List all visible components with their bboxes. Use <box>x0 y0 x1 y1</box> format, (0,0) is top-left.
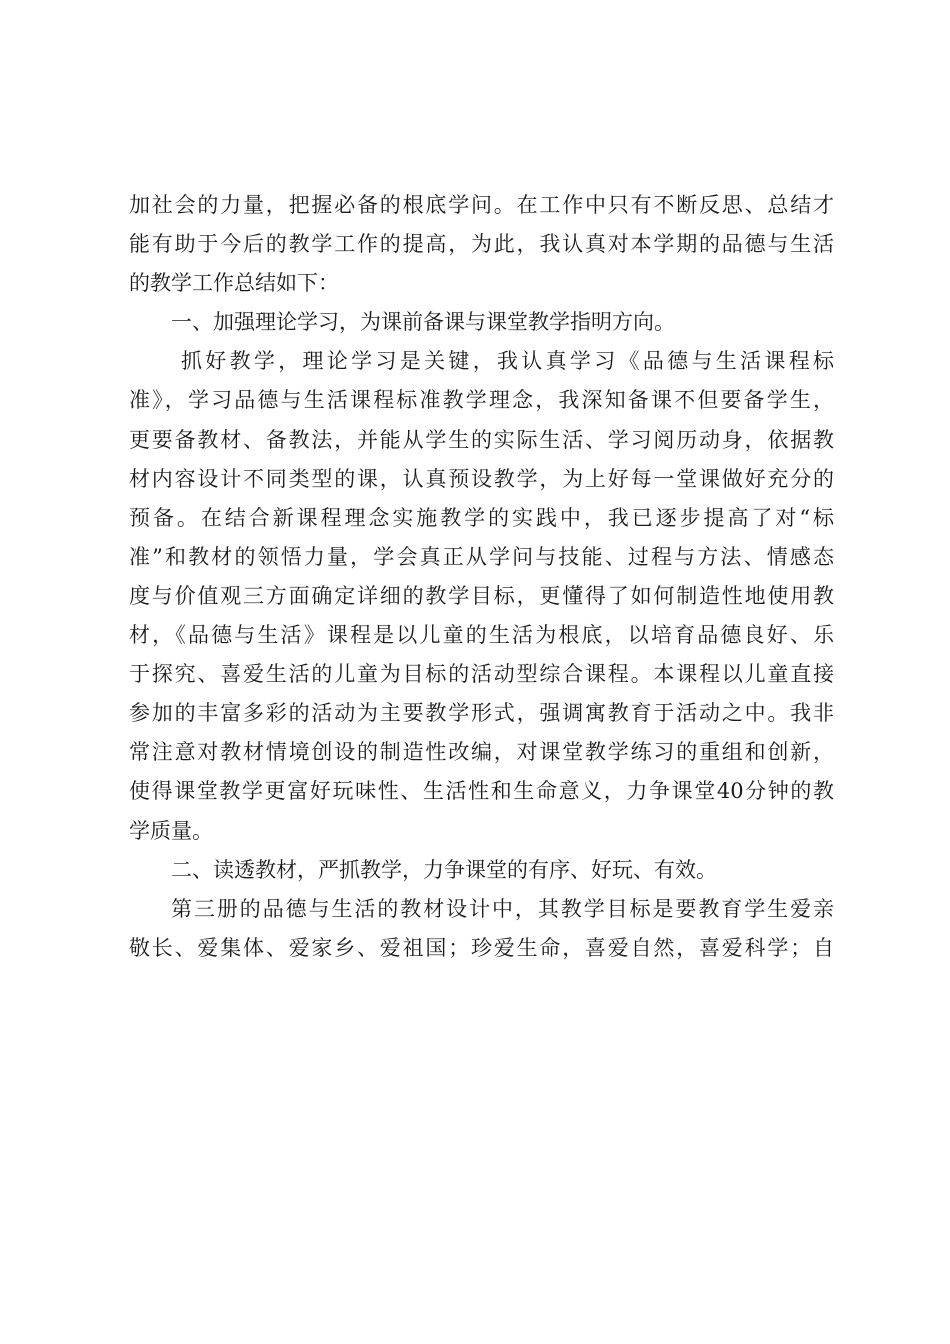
text-line: 能有助于今后的教学工作的提高，为此，我认真对本学期的品德与生活 <box>129 232 834 257</box>
text-line: 参加的丰富多彩的活动为主要教学形式，强调寓教育于活动之中。我非 <box>129 701 834 726</box>
text-line: 度与价值观三方面确定详细的教学目标，更懂得了如何制造性地使用教 <box>129 583 834 608</box>
text-line: 的教学工作总结如下： <box>129 271 339 296</box>
text-line: 预备。在结合新课程理念实施教学的实践中，我已逐步提高了对“标 <box>129 505 834 530</box>
text-line: 加社会的力量，把握必备的根底学问。在工作中只有不断反思、总结才 <box>129 193 834 217</box>
text-line: 材内容设计不同类型的课，认真预设教学，为上好每一堂课做好充分的 <box>129 466 834 491</box>
text-line: 准》，学习品德与生活课程标准教学理念，我深知备课不但要备学生， <box>129 388 834 413</box>
text-line: 第三册的品德与生活的教材设计中，其教学目标是要教育学生爱亲 <box>171 896 834 921</box>
text-line: 常注意对教材情境创设的制造性改编，对课堂教学练习的重组和创新， <box>129 740 834 765</box>
text-line: 更要备教材、备教法，并能从学生的实际生活、学习阅历动身，依据教 <box>129 427 834 452</box>
section-heading-2: 二、读透教材，严抓教学，力争课堂的有序、好玩、有效。 <box>171 857 717 882</box>
text-line: 学质量。 <box>129 818 213 843</box>
text-line: 于探究、喜爱生活的儿童为目标的活动型综合课程。本课程以儿童直接 <box>129 662 834 687</box>
text-line: 敬长、爱集体、爱家乡、爱祖国；珍爱生命，喜爱自然，喜爱科学；自 <box>129 935 834 960</box>
text-line: 使得课堂教学更富好玩味性、生活性和生命意义，力争课堂40分钟的教 <box>129 779 834 804</box>
text-line: 材，《品德与生活》课程是以儿童的生活为根底，以培育品德良好、乐 <box>129 623 834 648</box>
text-line: 准”和教材的领悟力量，学会真正从学问与技能、过程与方法、情感态 <box>129 544 834 569</box>
section-heading-1: 一、加强理论学习，为课前备课与课堂教学指明方向。 <box>171 310 675 335</box>
document-body <box>129 186 834 968</box>
text-line: 抓好教学，理论学习是关键，我认真学习《品德与生活课程标 <box>181 349 834 374</box>
